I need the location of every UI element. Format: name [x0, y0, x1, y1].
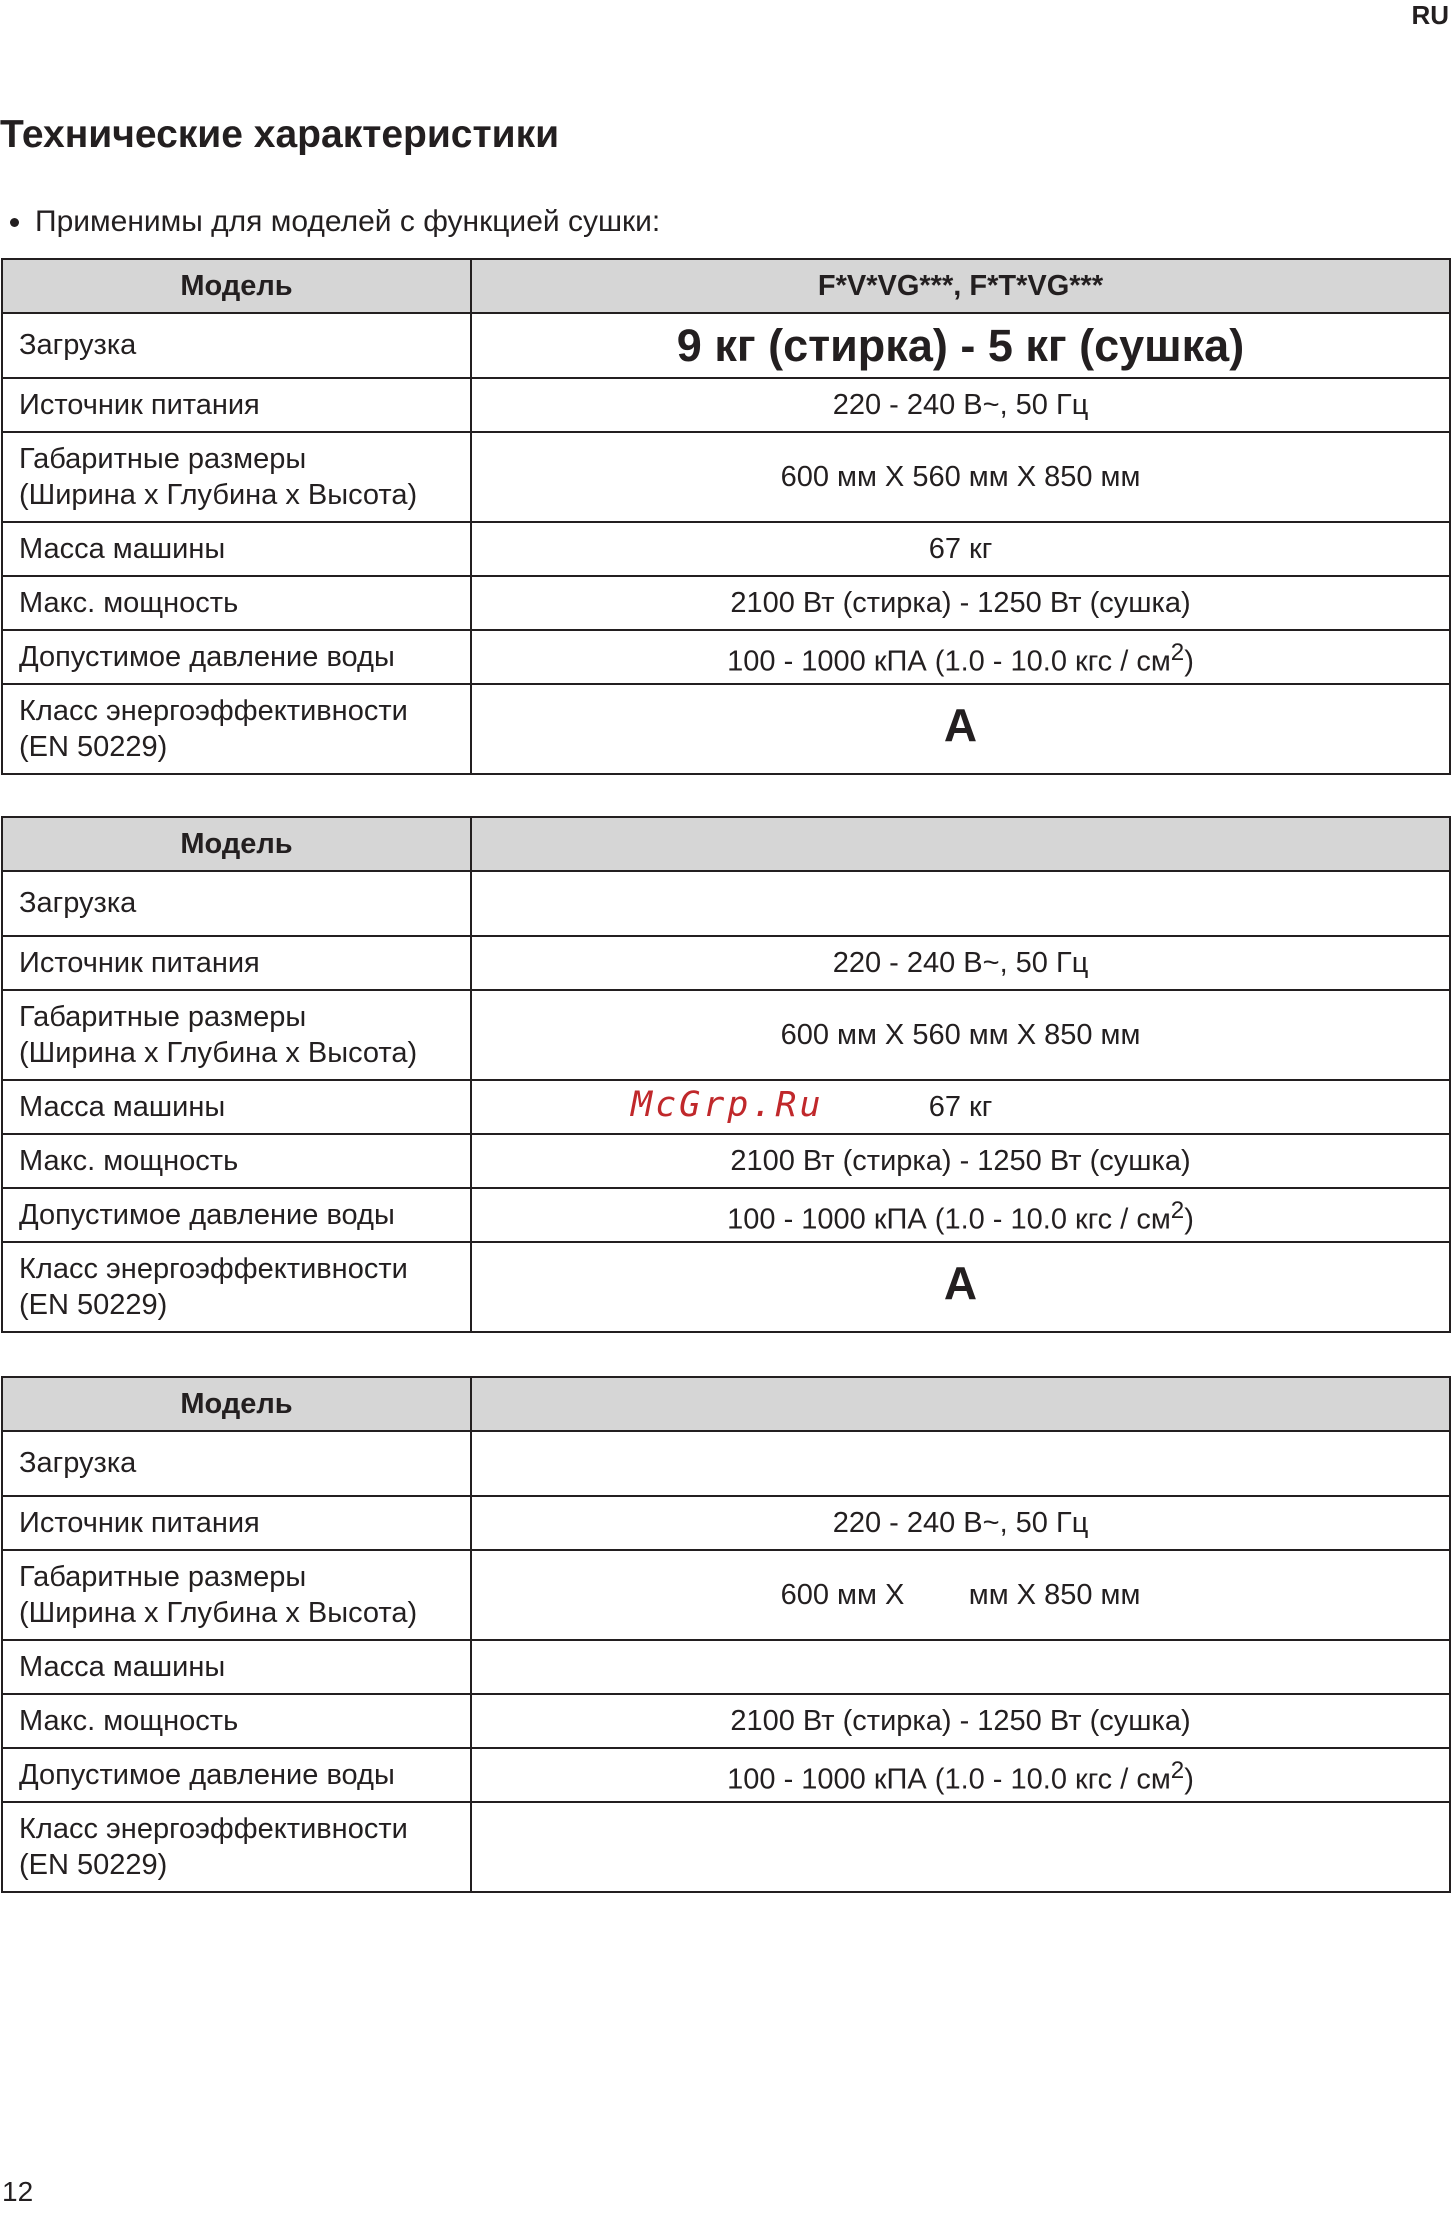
dimensions-value: 600 мм X мм X 850 мм [471, 1550, 1450, 1640]
load-label: Загрузка [2, 1431, 471, 1496]
table-row-weight [2, 522, 1450, 576]
load-label: Загрузка [2, 871, 471, 936]
weight-value: 67 кг [471, 522, 1450, 576]
table-row-power-source [2, 936, 1450, 990]
table-row-energy-class [2, 684, 1450, 774]
load-value: 9 кг (стирка) - 5 кг (сушка) [676, 319, 1245, 371]
energy-class-label [2, 1242, 471, 1332]
load-value-cell [471, 1431, 1450, 1496]
weight-value: 67 кг [471, 1080, 1450, 1134]
water-pressure-value-sup: 2 [1170, 1196, 1185, 1224]
energy-class-value: A [943, 699, 978, 751]
max-power-label: Макс. мощность [2, 576, 471, 630]
table-row-max-power [2, 576, 1450, 630]
spec-table-2 [1, 816, 1451, 1333]
water-pressure-label: Допустимое давление воды [2, 1188, 471, 1242]
energy-class-value-cell [471, 684, 1450, 774]
spec-table-1 [1, 258, 1451, 775]
water-pressure-label: Допустимое давление воды [2, 1748, 471, 1802]
table-row-max-power [2, 1134, 1450, 1188]
max-power-value: 2100 Вт (стирка) - 1250 Вт (сушка) [471, 1694, 1450, 1748]
water-pressure-value [471, 1188, 1450, 1242]
max-power-label: Макс. мощность [2, 1134, 471, 1188]
water-pressure-value-text: 100 - 1000 кПА (1.0 - 10.0 кгс / см [727, 1763, 1171, 1796]
model-label: Модель [2, 817, 471, 871]
dimensions-label-line2: (Ширина x Глубина x Высота) [19, 1597, 418, 1629]
power-source-label: Источник питания [2, 1496, 471, 1550]
max-power-value: 2100 Вт (стирка) - 1250 Вт (сушка) [471, 576, 1450, 630]
table-row-model [2, 817, 1450, 871]
energy-class-label-line1: Класс энергоэффективности [19, 1813, 408, 1845]
max-power-value: 2100 Вт (стирка) - 1250 Вт (сушка) [471, 1134, 1450, 1188]
water-pressure-value [471, 630, 1450, 684]
energy-class-label [2, 684, 471, 774]
energy-class-value-cell [471, 1802, 1450, 1892]
weight-label: Масса машины [2, 522, 471, 576]
power-source-label: Источник питания [2, 936, 471, 990]
dimensions-label-line1: Габаритные размеры [19, 443, 307, 475]
watermark: McGrp.Ru [631, 1085, 824, 1125]
spec-table-3 [1, 1376, 1451, 1893]
language-code: RU [1411, 0, 1449, 30]
table-row-power-source [2, 1496, 1450, 1550]
page-number: 12 [2, 2176, 34, 2207]
table-row-load [2, 313, 1450, 378]
water-pressure-value-text: 100 - 1000 кПА (1.0 - 10.0 кгс / см [727, 645, 1171, 678]
bullet-dot-icon [10, 218, 19, 227]
energy-class-label [2, 1802, 471, 1892]
bullet-text: Применимы для моделей с функцией сушки: [35, 205, 661, 238]
model-value: F*V*VG***, F*T*VG*** [471, 259, 1450, 313]
water-pressure-value-close: ) [1184, 645, 1194, 678]
dimensions-label [2, 1550, 471, 1640]
dimensions-label [2, 990, 471, 1080]
model-value [471, 1377, 1450, 1431]
power-source-value: 220 - 240 В~, 50 Гц [471, 1496, 1450, 1550]
dimensions-label [2, 432, 471, 522]
energy-class-label-line2: (EN 50229) [19, 1289, 168, 1321]
water-pressure-value-text: 100 - 1000 кПА (1.0 - 10.0 кгс / см [727, 1203, 1171, 1236]
load-value-cell [471, 313, 1450, 378]
table-row-energy-class [2, 1242, 1450, 1332]
table-row-energy-class [2, 1802, 1450, 1892]
table-row-model [2, 259, 1450, 313]
water-pressure-value [471, 1748, 1450, 1802]
energy-class-label-line1: Класс энергоэффективности [19, 1253, 408, 1285]
power-source-value: 220 - 240 В~, 50 Гц [471, 378, 1450, 432]
table-row-model [2, 1377, 1450, 1431]
dimensions-label-line1: Габаритные размеры [19, 1561, 307, 1593]
weight-label: Масса машины [2, 1080, 471, 1134]
max-power-label: Макс. мощность [2, 1694, 471, 1748]
energy-class-label-line2: (EN 50229) [19, 731, 168, 763]
load-label: Загрузка [2, 313, 471, 378]
dimensions-value: 600 мм X 560 мм X 850 мм [471, 990, 1450, 1080]
model-label: Модель [2, 1377, 471, 1431]
table-row-power-source [2, 378, 1450, 432]
table-row-load [2, 871, 1450, 936]
bullet-note [10, 202, 660, 242]
table-row-dimensions [2, 432, 1450, 522]
water-pressure-value-sup: 2 [1170, 1756, 1185, 1784]
dimensions-label-line2: (Ширина x Глубина x Высота) [19, 1037, 418, 1069]
power-source-label: Источник питания [2, 378, 471, 432]
table-row-dimensions [2, 1550, 1450, 1640]
model-value [471, 817, 1450, 871]
energy-class-label-line2: (EN 50229) [19, 1849, 168, 1881]
dimensions-value: 600 мм X 560 мм X 850 мм [471, 432, 1450, 522]
water-pressure-value-sup: 2 [1170, 638, 1185, 666]
table-row-water-pressure [2, 1748, 1450, 1802]
energy-class-label-line1: Класс энергоэффективности [19, 695, 408, 727]
weight-value [471, 1640, 1450, 1694]
weight-label: Масса машины [2, 1640, 471, 1694]
energy-class-value: A [943, 1257, 978, 1309]
table-row-load [2, 1431, 1450, 1496]
dimensions-label-line2: (Ширина x Глубина x Высота) [19, 479, 418, 511]
water-pressure-label: Допустимое давление воды [2, 630, 471, 684]
table-row-water-pressure [2, 1188, 1450, 1242]
model-label: Модель [2, 259, 471, 313]
load-value-cell [471, 871, 1450, 936]
table-row-water-pressure [2, 630, 1450, 684]
energy-class-value-cell [471, 1242, 1450, 1332]
water-pressure-value-close: ) [1184, 1203, 1194, 1236]
water-pressure-value-close: ) [1184, 1763, 1194, 1796]
power-source-value: 220 - 240 В~, 50 Гц [471, 936, 1450, 990]
table-row-max-power [2, 1694, 1450, 1748]
table-row-dimensions [2, 990, 1450, 1080]
page-title: Технические характеристики [0, 113, 560, 156]
table-row-weight [2, 1640, 1450, 1694]
dimensions-label-line1: Габаритные размеры [19, 1001, 307, 1033]
